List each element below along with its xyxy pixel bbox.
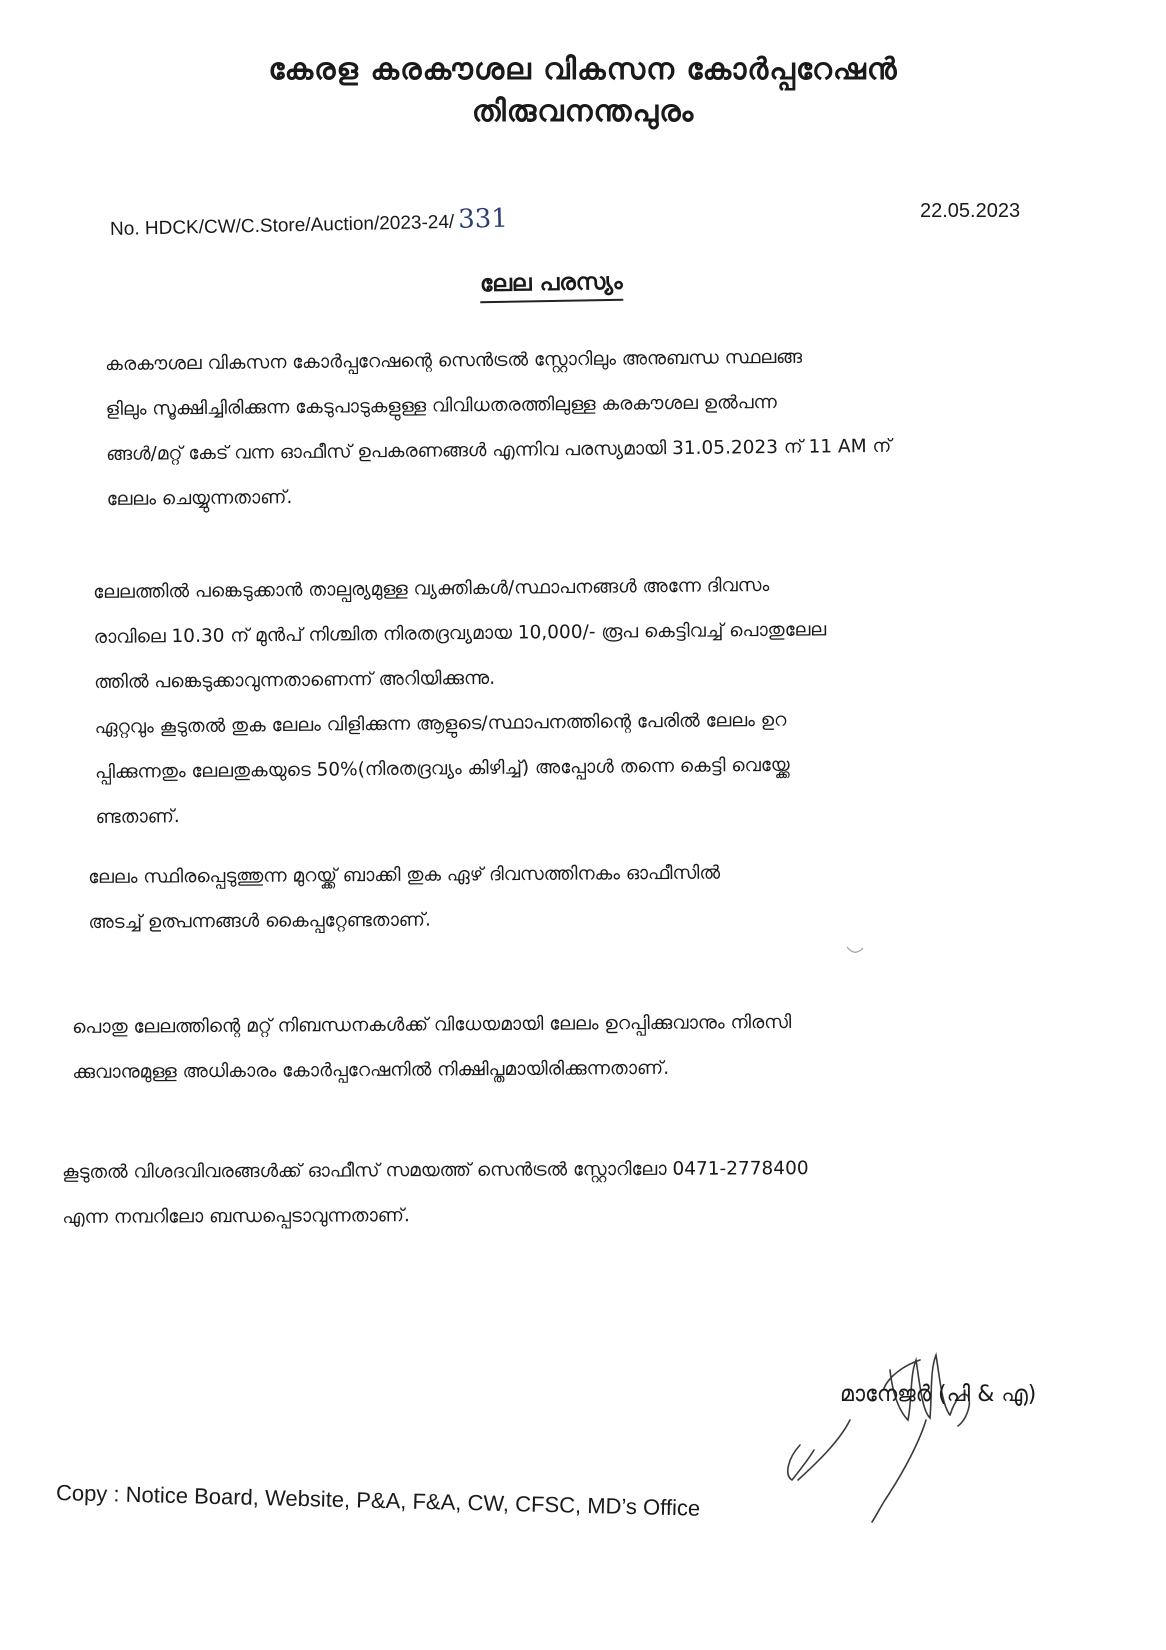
handwritten-reference-number: 331 — [457, 203, 509, 235]
paragraph-contact-info: കൂടുതൽ വിശദവിവരങ്ങൾക്ക് ഓഫീസ് സമയത്ത് സെൻട്രൽ സ്റ്റോറിലോ 0471-2778400 എന്ന നമ്പറിലോ ബന്ധപ്പെടാവുന്നതാണ്. — [62, 1158, 809, 1228]
paragraph-participation-terms: ലേലത്തിൽ പങ്കെടുക്കാൻ താല്പര്യമുള്ള വ്യക്തികൾ/സ്ഥാപനങ്ങൾ അന്നേ ദിവസം രാവിലെ 10.30 ന് മുൻപ് നിശ്ചിത നിരതദ്രവ്യമായ 10,000/- രൂപ കെട്ടിവച്ച് പൊതുലേല ത്തിൽ പങ്കെടുക്കാവുന്നതാണെന്ന് അറിയിക്കുന്നു. ഏറ്റവും കൂടുതൽ തുക ലേലം വിളിക്കുന്ന ആളുടെ/സ്ഥാപനത്തിന്റെ പേരിൽ ലേലം ഉറ പ്പിക്കുന്നതും ലേലതുകയുടെ 50%(നിരതദ്രവ്യം കിഴിച്ച്) അപ്പോൾ തന്നെ കെട്ടി വെയ്ക്കേ ണ്ടതാണ്. — [93, 574, 827, 828]
organization-name: കേരള കരകൗശല വികസന കോർപ്പറേഷൻ — [268, 52, 898, 87]
reference-prefix: No. HDCK/CW/C.Store/Auction/2023-24/ — [109, 211, 455, 240]
paragraph-payment-balance: ലേലം സ്ഥിരപ്പെടുത്തുന്ന മുറയ്ക്ക് ബാക്കി തുക ഏഴ് ദിവസത്തിനകം ഓഫീസിൽ അടച്ച് ഉത്പന്നങ്ങൾ കൈപ്പറ്റേണ്ടതാണ്. — [88, 862, 721, 933]
organization-city: തിരുവനന്തപുരം — [471, 94, 695, 129]
notice-date: 22.05.2023 — [920, 200, 1021, 222]
paragraph-corporation-rights: പൊതു ലേലത്തിന്റെ മറ്റ് നിബന്ധനകൾക്ക് വിധേയമായി ലേലം ഉറപ്പിക്കുവാനും നിരസി ക്കുവാനുമുള്ള അധികാരം കോർപ്പറേഷനിൽ നിക്ഷിപ്തമായിരിക്കുന്നതാണ്. — [72, 1011, 792, 1083]
reference-number — [110, 204, 508, 242]
notice-heading: ലേല പരസ്യം — [480, 269, 623, 303]
paragraph-auction-details: കരകൗശല വികസന കോർപ്പറേഷന്റെ സെൻട്രൽ സ്റ്റോറിലും അനുബന്ധ സ്ഥലങ്ങ ളിലും സൂക്ഷിച്ചിരിക്കുന്ന കേടുപാടുകളുള്ള വിവിധതരത്തിലുള്ള കരകൗശല ഉൽപന്ന ങ്ങൾ/മറ്റ് കേട് വന്ന ഓഫീസ് ഉപകരണങ്ങൾ എന്നിവ പരസ്യമായി 31.05.2023 ന് 11 AM ന് ലേലം ചെയ്യുന്നതാണ്. — [105, 346, 892, 510]
stray-pen-mark — [845, 945, 865, 957]
signatory-designation: മാനേജർ (പി & എ) — [840, 1382, 1037, 1407]
copy-distribution-list: Copy : Notice Board, Website, P&A, F&A, CW, CFSC, MD’s Office — [55, 1480, 701, 1521]
handwritten-signature — [780, 1330, 1080, 1530]
